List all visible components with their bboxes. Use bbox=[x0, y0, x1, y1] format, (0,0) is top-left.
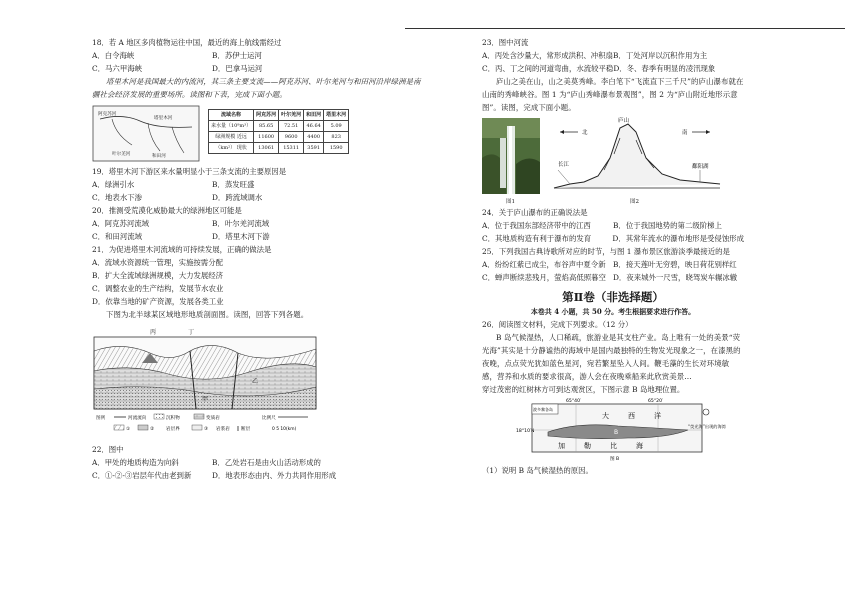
table-cell: 11600 bbox=[254, 132, 279, 143]
table-header-cell: 和田河 bbox=[304, 110, 324, 121]
map-label-yarkand: 叶尔羌河 bbox=[112, 152, 131, 157]
island-b-figure bbox=[482, 398, 744, 464]
lat-label: 18°10′N bbox=[516, 429, 535, 434]
q20-options-row2 bbox=[92, 230, 422, 243]
header-rule bbox=[405, 28, 845, 29]
table-cell: 1590 bbox=[324, 143, 349, 154]
q20-options-row1 bbox=[92, 217, 422, 230]
table-cell: 46.64 bbox=[304, 121, 324, 132]
q25-options-row1 bbox=[482, 258, 744, 271]
lon-label-2: 65°20′ bbox=[648, 399, 664, 404]
sea-char-3: 洋 bbox=[654, 412, 661, 420]
q19-option-b: B．蒸发旺盛 bbox=[212, 180, 255, 189]
waterfall-photo bbox=[482, 118, 540, 194]
q22-option-a: A．甲处的地质构造为向斜 bbox=[92, 458, 179, 467]
q18-option-b: B．苏伊士运河 bbox=[212, 51, 262, 60]
dir-north: 北 bbox=[582, 130, 588, 136]
q18-options-row2 bbox=[92, 62, 422, 75]
q19-options-row2 bbox=[92, 191, 422, 204]
q21-option-a: A．流域水资源统一管理，实施按需分配 bbox=[92, 258, 223, 267]
q20-option-b: B．叶尔羌河流域 bbox=[212, 219, 270, 228]
q19-option-d: D．跨流域调水 bbox=[212, 193, 263, 202]
table-cell: 72.51 bbox=[279, 121, 304, 132]
island-b-map bbox=[516, 398, 726, 462]
q22-option-b: B．乙处岩石是由火山活动形成的 bbox=[212, 458, 321, 467]
sea-char-2: 西 bbox=[628, 412, 635, 420]
legend-metamorphic: 变质岩 bbox=[206, 416, 220, 421]
label-yangtze: 长江 bbox=[558, 162, 570, 168]
q24-option-c: C．其地质构造有利于瀑布的发育 bbox=[482, 234, 592, 243]
table-row bbox=[209, 121, 349, 132]
legend-layer3: ③ bbox=[204, 427, 209, 432]
label-poyang: 鄱阳湖 bbox=[692, 164, 709, 170]
intro-tarim: 塔里木河是我国最大的内流河，其三条主要支流——阿克苏河、叶尔羌河与和田河沿岸绿洲是南疆社会经济发展的重要场所。读图和下表，完成下面小题。 bbox=[92, 77, 421, 99]
q25-options-row2 bbox=[482, 271, 744, 284]
table-cell: 13061 bbox=[254, 143, 279, 154]
table-cell: 15311 bbox=[279, 143, 304, 154]
q23-option-d: D．冬、春季有明显的凌汛现象 bbox=[613, 64, 716, 73]
q24-options-row1 bbox=[482, 219, 744, 232]
q18-option-c: C．马六甲海峡 bbox=[92, 64, 142, 73]
right-column bbox=[482, 36, 744, 477]
corner-label: 波多黎各岛 bbox=[533, 407, 553, 412]
legend-river: 河流流向 bbox=[128, 416, 147, 421]
legend-layer2: ② bbox=[150, 427, 155, 432]
legend-title: 图例 bbox=[96, 416, 106, 421]
geo-label-jia: 甲 bbox=[202, 396, 209, 403]
table-cell: 绿洲规模 近远 bbox=[209, 132, 254, 143]
q25-option-b: B．接天莲叶无穷碧，映日荷花别样红 bbox=[613, 260, 737, 269]
q18-option-a: A．白令海峡 bbox=[92, 51, 135, 60]
q26-material-end: 穿过茂密的红树林方可到达观赏区，下图示意 B 岛地理位置。 bbox=[482, 385, 685, 394]
table-header-row bbox=[209, 110, 349, 121]
legend-magmatic: 岩浆岩 bbox=[216, 427, 230, 432]
map-label-tarim: 塔里木河 bbox=[154, 116, 173, 121]
q20-option-d: D．塔里木河下游 bbox=[212, 232, 270, 241]
table-header-cell: 阿克苏河 bbox=[254, 110, 279, 121]
table-header-cell: 叶尔羌河 bbox=[279, 110, 304, 121]
intro-lushan: 庐山之美在山，山之美莫秀峰。李白笔下“飞流直下三千尺”的庐山瀑布就在山南的秀峰峡谷。图 1 为“庐山秀峰瀑布景观图”，图 2 为“庐山附近地形示意图”。读图，完成下面小题。 bbox=[482, 77, 744, 112]
map-caption: 图 B bbox=[610, 457, 620, 462]
q26-material: B 岛气候湿热，人口稀疏，旅游业是其支柱产业。岛上唯有一处的美景“荧光海”其实是十分静谧热的海域中是国内最独特的生物发光现象之一，在漆黑的夜晚，点点荧光犹如蓝色星河，宛若繁星坠入人间。鞭毛藻的生长对环境敏感，营养和水质的要求很高，游人会在夜晚乘船来此欣赏美景… bbox=[482, 333, 741, 381]
q18-option-d: D．巴拿马运河 bbox=[212, 64, 263, 73]
lushan-profile bbox=[550, 118, 726, 198]
q20-option-a: A．阿克苏河流域 bbox=[92, 219, 150, 228]
q22-stem: 22．图中 bbox=[92, 445, 124, 454]
q24-option-b: B．位于我国地势的第二级阶梯上 bbox=[613, 221, 722, 230]
table-cell: 85.65 bbox=[254, 121, 279, 132]
q25-option-a: A．纷纷红紫已成尘，布谷声中夏令新 bbox=[482, 260, 606, 269]
q23-option-a: A．丙处含沙量大，常形成洪积、冲积扇 bbox=[482, 51, 613, 60]
label-lushan: 庐山 bbox=[618, 118, 630, 124]
fig1-caption: 图1 bbox=[506, 199, 515, 205]
sea-char-1: 大 bbox=[602, 412, 609, 420]
south-char-2: 勒 bbox=[584, 442, 591, 450]
section-note: 本卷共 4 小题，共 50 分。考生根据要求进行作答。 bbox=[530, 307, 696, 316]
q25-stem: 25．下列我国古典诗歌所对应的时节，与图 1 瀑布景区旅游淡季最接近的是 bbox=[482, 247, 730, 256]
legend-layer1: ① bbox=[126, 427, 131, 432]
left-column bbox=[92, 36, 422, 482]
table-header-cell: 塔里木河 bbox=[324, 110, 349, 121]
q24-option-a: A．位于我国东部经济带中的江西 bbox=[482, 221, 591, 230]
geology-section bbox=[92, 323, 320, 441]
q26-stem: 26．阅读图文材料，完成下列要求。（12 分） bbox=[482, 320, 633, 329]
legend-boundary: 岩层界 bbox=[166, 427, 180, 432]
dir-south: 南 bbox=[682, 130, 688, 136]
q24-option-d: D．其常年流水的瀑布地形是受侵蚀形成 bbox=[612, 234, 744, 243]
table-cell: 4400 bbox=[304, 132, 324, 143]
q21-stem: 21．为促进塔里木河流域的可持续发展，正确的做法是 bbox=[92, 245, 272, 254]
table-cell: 823 bbox=[324, 132, 349, 143]
legend-fault: 断层 bbox=[241, 427, 251, 432]
q22-option-d: D．地表形态由内、外力共同作用形成 bbox=[212, 471, 337, 480]
tarim-table bbox=[208, 109, 349, 154]
q19-options-row1 bbox=[92, 178, 422, 191]
q18-stem: 18．若 A 地区多肉植物运往中国，最近的海上航线需经过 bbox=[92, 38, 282, 47]
lon-label-1: 65°40′ bbox=[566, 399, 582, 404]
q24-stem: 24．关于庐山瀑布的正确说法是 bbox=[482, 208, 588, 217]
q21-option-d: D．依靠当地的矿产资源，发展各类工业 bbox=[92, 297, 224, 306]
scale-label: 比例尺 bbox=[262, 416, 276, 421]
tarim-figure bbox=[92, 103, 422, 165]
q24-options-row2 bbox=[482, 232, 744, 245]
q22-options-row2 bbox=[92, 469, 422, 482]
q23-options-row2 bbox=[482, 62, 744, 75]
table-cell: 来水量（10⁸m³） bbox=[209, 121, 254, 132]
fluorescent-legend: “荧光海”出现的海湾 bbox=[688, 424, 726, 429]
scale-units: 0 5 10(km) bbox=[272, 427, 297, 432]
geo-label-ding: 丁 bbox=[188, 329, 195, 336]
q25-option-d: D．夜来城外一尺雪，晓驾炭车辗冰辙 bbox=[613, 273, 738, 282]
q25-option-c: C．蝉声断续悲残月，萤焰高低照暮空 bbox=[482, 273, 606, 282]
q20-stem: 20．推测受荒漠化威胁最大的绿洲地区可能是 bbox=[92, 206, 242, 215]
table-cell: 5.09 bbox=[324, 121, 349, 132]
south-char-4: 海 bbox=[636, 442, 643, 450]
table-row bbox=[209, 132, 349, 143]
legend-sediment: 沉积物 bbox=[166, 416, 180, 421]
island-b-label: B bbox=[614, 429, 619, 436]
map-label-aksu: 阿克苏河 bbox=[98, 112, 117, 117]
table-header-cell: 流域名称 bbox=[209, 110, 254, 121]
q23-stem: 23．图中河流 bbox=[482, 38, 529, 47]
table-cell: 3591 bbox=[304, 143, 324, 154]
q18-options-row1 bbox=[92, 49, 422, 62]
q23-option-b: B．丁处河岸以沉积作用为主 bbox=[613, 51, 708, 60]
map-label-hotan: 和田河 bbox=[152, 154, 166, 159]
q19-stem: 19．塔里木河下游区来水量明显小于三条支流的主要原因是 bbox=[92, 167, 287, 176]
q19-option-a: A．绿洲引水 bbox=[92, 180, 135, 189]
q22-options-row1 bbox=[92, 456, 422, 469]
q20-option-c: C．和田河流域 bbox=[92, 232, 142, 241]
q23-option-c: C．丙、丁之间的河道弯曲，水流较平稳 bbox=[482, 64, 614, 73]
south-char-1: 加 bbox=[558, 442, 565, 450]
section-title: 第Ⅱ卷（非选择题） bbox=[562, 290, 664, 304]
fig2-caption: 图2 bbox=[630, 199, 639, 205]
intro-geology: 下图为北半球某区域地形地质剖面图。读图，回答下列各题。 bbox=[106, 310, 309, 319]
south-char-3: 比 bbox=[610, 442, 617, 450]
q26-sub1: （1）说明 B 岛气候湿热的原因。 bbox=[482, 466, 593, 475]
table-row bbox=[209, 143, 349, 154]
q21-option-c: C．调整农业的生产结构，发展节水农业 bbox=[92, 284, 224, 293]
geology-figure bbox=[92, 323, 422, 443]
q19-option-c: C．地表水下渗 bbox=[92, 193, 142, 202]
q23-options-row1 bbox=[482, 49, 744, 62]
table-cell: 9600 bbox=[279, 132, 304, 143]
lushan-figures bbox=[482, 118, 744, 206]
q21-option-b: B．扩大全流域绿洲规模，大力发展经济 bbox=[92, 271, 224, 280]
table-cell: （km²） 现状 bbox=[209, 143, 254, 154]
q22-option-c: C．①-②-③岩层年代由老到新 bbox=[92, 471, 192, 480]
geo-label-bing: 丙 bbox=[150, 329, 157, 336]
tarim-map bbox=[92, 105, 202, 163]
geo-label-yi: 乙 bbox=[252, 378, 259, 385]
